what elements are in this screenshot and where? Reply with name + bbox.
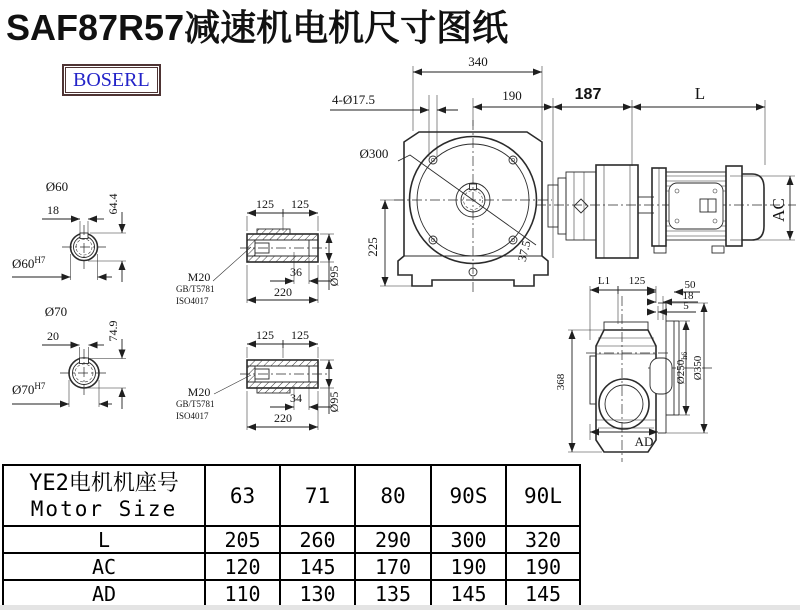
col-90l: 90L <box>506 465 580 526</box>
row-label-AC: AC <box>3 553 205 580</box>
side-50-dim: 50 <box>684 279 696 291</box>
col-80: 80 <box>355 465 431 526</box>
cell-L-71: 260 <box>280 526 355 553</box>
shaft70-bore-dim: $Ø70^{H7}$ <box>12 381 46 397</box>
table-header-row <box>3 465 580 526</box>
header-en: Motor Size <box>30 496 178 521</box>
hs1-dim-125a: 125 <box>256 197 274 211</box>
cell-L-80: 290 <box>355 526 431 553</box>
row-label-AD: AD <box>3 580 205 607</box>
hs2-depth-dim: 34 <box>290 391 302 405</box>
cell-AD-71: 130 <box>280 580 355 607</box>
side-flange-dia-dim: Ø350 <box>692 355 704 381</box>
side-l1-dim: L1 <box>597 275 611 287</box>
cell-AC-71: 145 <box>280 553 355 580</box>
cell-L-90s: 300 <box>431 526 506 553</box>
shaft-end-mark <box>574 199 588 213</box>
hs1-length-dim: 220 <box>274 285 292 299</box>
hs2-std1-label: GB/T5781 <box>176 399 215 409</box>
front-width-dim: 340 <box>468 54 488 69</box>
col-63: 63 <box>205 465 280 526</box>
side-125-dim: 125 <box>628 275 646 287</box>
cell-L-90l: 320 <box>506 526 580 553</box>
side-ad-dim: AD <box>634 434 654 449</box>
side-height-dim: 368 <box>555 373 567 391</box>
cell-AC-63: 120 <box>205 553 280 580</box>
hs1-depth-dim: 36 <box>290 265 302 279</box>
shaft70-keyway-dim: 20 <box>47 329 59 343</box>
cell-AC-80: 170 <box>355 553 431 580</box>
front-height-dim: 225 <box>365 237 380 257</box>
front-view <box>330 54 765 294</box>
front-holes-dim: 4-Ø17.5 <box>332 92 375 107</box>
table-row-AC <box>3 553 580 580</box>
cell-AD-90s: 145 <box>431 580 506 607</box>
side-18-dim: 18 <box>682 290 694 302</box>
side-spigot-dia-dim: $Ø250_{h6}$ <box>675 351 689 385</box>
front-angle-dim: 37.5 <box>514 239 534 263</box>
col-71: 71 <box>280 465 355 526</box>
shaft60-bore-dim: $Ø60^{H7}$ <box>12 255 46 271</box>
hs1-std1-label: GB/T5781 <box>176 284 215 294</box>
hs2-dim-125b: 125 <box>291 328 309 342</box>
cell-L-63: 205 <box>205 526 280 553</box>
table-row-L <box>3 526 580 553</box>
side-5-dim: 5 <box>683 300 689 312</box>
col-90s: 90S <box>431 465 506 526</box>
hollow-shaft-view-2 <box>176 328 341 430</box>
front-flange-dia-dim: Ø300 <box>359 146 389 161</box>
shaft60-height-dim: 64.4 <box>106 193 120 215</box>
table-row-AD <box>3 580 580 607</box>
hs1-dim-125b: 125 <box>291 197 309 211</box>
hs1-std2-label: ISO4017 <box>176 296 209 306</box>
shaft-60-section-view <box>12 179 126 282</box>
hs2-dim-125a: 125 <box>256 328 274 342</box>
gear-motor-side-view <box>536 165 796 258</box>
hs2-dia-dim: Ø95 <box>327 391 341 413</box>
cell-AD-63: 110 <box>205 580 280 607</box>
page-title: SAF87R57减速机电机尺寸图纸 <box>6 7 509 48</box>
shaft-70-section-view <box>12 304 126 409</box>
hollow-shaft-view-1 <box>176 197 341 306</box>
front-motor-length-dim: L <box>694 84 706 103</box>
header-cn: YE2电机机座号 <box>29 470 179 496</box>
hs1-dia-dim: Ø95 <box>327 265 341 287</box>
hs2-std2-label: ISO4017 <box>176 411 209 421</box>
shaft70-title-label: Ø70 <box>44 304 68 319</box>
shaft70-height-dim: 74.9 <box>106 320 120 342</box>
shaft60-title-label: Ø60 <box>45 179 69 194</box>
cell-AC-90s: 190 <box>431 553 506 580</box>
front-gear-length-dim: 187 <box>574 86 602 103</box>
cell-AD-80: 135 <box>355 580 431 607</box>
table-header-motor-size <box>3 465 205 526</box>
cell-AC-90l: 190 <box>506 553 580 580</box>
cell-AD-90l: 145 <box>506 580 580 607</box>
row-label-L: L <box>3 526 205 553</box>
hs1-thread-label: M20 <box>187 270 211 284</box>
motor-height-dim: AC <box>769 198 788 222</box>
output-side-view <box>555 275 712 462</box>
bottom-edge-strip <box>0 605 800 610</box>
motor-size-table <box>2 464 581 608</box>
hs2-thread-label: M20 <box>187 385 211 399</box>
shaft60-keyway-dim: 18 <box>47 203 59 217</box>
front-hole-pitch-dim: 190 <box>502 88 522 103</box>
brand-logo-text: BOSERL <box>65 67 158 93</box>
hs2-length-dim: 220 <box>274 411 292 425</box>
